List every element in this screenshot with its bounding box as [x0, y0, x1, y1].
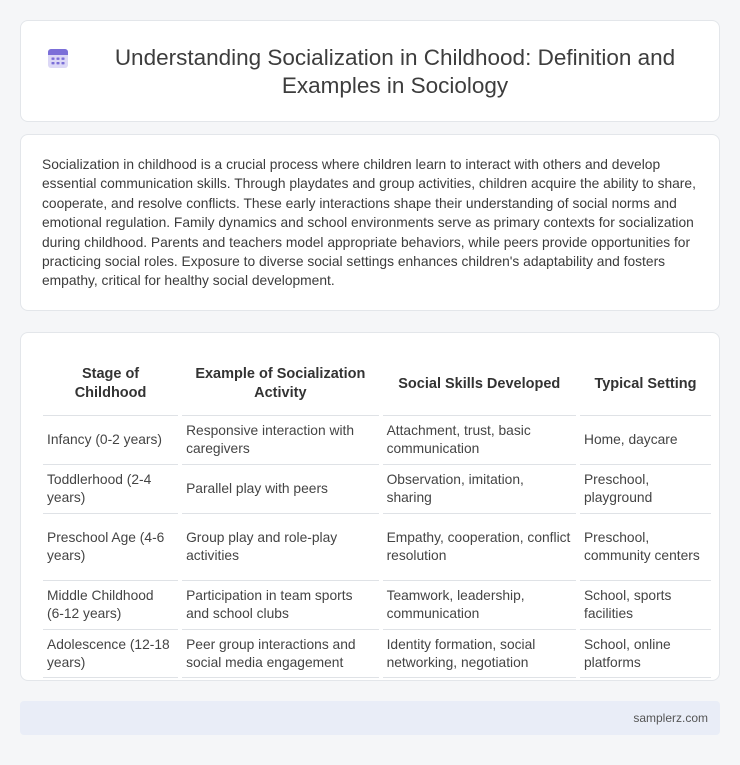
header-setting: Typical Setting [594, 375, 697, 392]
cell-stage: Preschool Age (4-6 years) [43, 513, 178, 580]
table-header-row [43, 353, 711, 415]
cell-skills: Empathy, cooperation, conflict resolution [383, 513, 576, 580]
cell-stage: Infancy (0-2 years) [43, 415, 178, 464]
cell-activity: Peer group interactions and social media engagement [182, 629, 378, 678]
socialization-table [39, 353, 715, 678]
cell-setting: Home, daycare [580, 415, 711, 464]
table-row [43, 464, 711, 513]
table-row [43, 629, 711, 678]
cell-activity: Parallel play with peers [182, 464, 378, 513]
title-card [20, 20, 720, 122]
table-card [20, 332, 720, 681]
cell-skills: Identity formation, social networking, negotiation [383, 629, 576, 678]
cell-stage: Toddlerhood (2-4 years) [43, 464, 178, 513]
cell-skills: Observation, imitation, sharing [383, 464, 576, 513]
header-activity: Example of Socialization Activity [195, 366, 366, 401]
page-title: Understanding Socialization in Childhood: Definition and Examples in Sociology [114, 45, 676, 98]
cell-setting: School, sports facilities [580, 580, 711, 629]
cell-setting: Preschool, playground [580, 464, 711, 513]
cell-activity: Participation in team sports and school clubs [182, 580, 378, 629]
cell-setting: School, online platforms [580, 629, 711, 678]
cell-setting: Preschool, community centers [580, 513, 711, 580]
calendar-icon [47, 47, 69, 69]
header-stage: Stage of Childhood [74, 366, 147, 401]
cell-activity: Group play and role-play activities [182, 513, 378, 580]
table-row [43, 415, 711, 464]
table-row [43, 513, 711, 580]
table-row [43, 580, 711, 629]
cell-stage: Middle Childhood (6-12 years) [43, 580, 178, 629]
cell-skills: Teamwork, leadership, communication [383, 580, 576, 629]
intro-card [20, 134, 720, 311]
cell-stage: Adolescence (12-18 years) [43, 629, 178, 678]
footer-bar [20, 701, 720, 735]
header-skills: Social Skills Developed [398, 375, 561, 392]
title-wrap [21, 21, 721, 123]
cell-activity: Responsive interaction with caregivers [182, 415, 378, 464]
footer-site-link[interactable]: samplerz.com [633, 711, 708, 725]
cell-skills: Attachment, trust, basic communication [383, 415, 576, 464]
intro-paragraph: Socialization in childhood is a crucial process where children learn to interact with others and develop essential communication skills. Through playdates and group activities, children acquire the ability to share, cooperate, and resolve conflicts. These early interactions shape their understanding of social norms and emotional regulation. Family dynamics and school environments serve as primary contexts for socialization during childhood. Parents and teachers model appropriate behaviors, while peers provide opportunities for practicing social roles. Exposure to diverse social settings enhances children's adaptability and fosters empathy, critical for healthy social development. [42, 157, 696, 289]
